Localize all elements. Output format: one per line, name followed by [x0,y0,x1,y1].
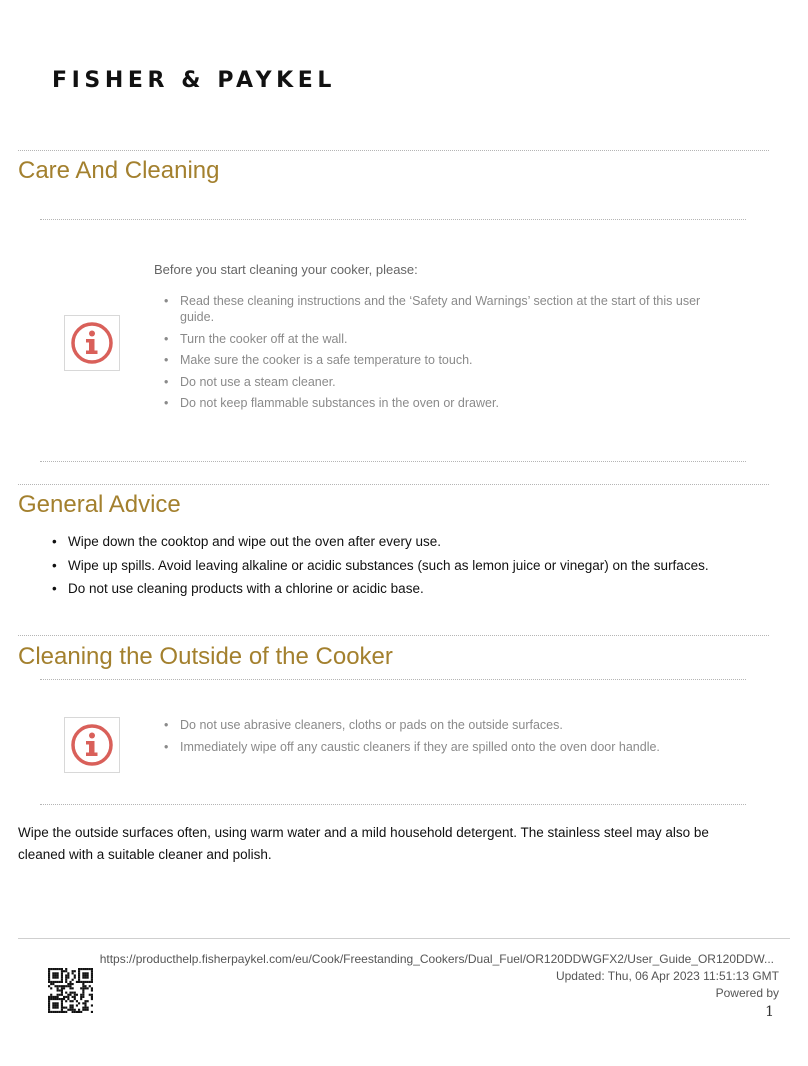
list-item: • Turn the cooker off at the wall. [164,331,724,347]
note-divider-top [40,679,746,680]
list-item: • Read these cleaning instructions and the ‘Safety and Warnings’ section at the start of this user guide. [164,293,724,325]
section-title-outside: Cleaning the Outside of the Cooker [18,643,393,670]
info-icon [64,717,120,773]
qr-code-icon [48,968,93,1013]
outside-paragraph: Wipe the outside surfaces often, using warm water and a mild household detergent. The stainless steel may also be cleaned with a suitable cleaner and polish. [18,825,709,862]
footer-updated: Updated: Thu, 06 Apr 2023 11:51:13 GMT [555,969,779,983]
list-item: • Do not use a steam cleaner. [164,374,724,390]
note-divider-top [40,219,746,220]
footer-powered-by: Powered by [715,986,779,1000]
care-note-list [164,293,724,417]
list-item: • Do not use abrasive cleaners, cloths or pads on the outside surfaces. [164,717,724,733]
note-intro: Before you start cleaning your cooker, please: [154,262,418,277]
list-item: • Wipe down the cooktop and wipe out the oven after every use. [52,533,709,550]
footer-url: https://producthelp.fisherpaykel.com/eu/Cook/Freestanding_Cookers/Dual_Fuel/OR120DDWGFX2/User_Guide_OR120DDW... [99,952,774,966]
page-number: 1 [765,1004,774,1020]
section-divider [18,484,769,485]
list-item: • Do not use cleaning products with a chlorine or acidic base. [52,580,709,597]
section-title-care: Care And Cleaning [18,157,220,184]
brand-logo: FISHER & PAYKEL [52,68,336,93]
footer-divider [18,938,790,939]
info-icon [64,315,120,371]
list-item: • Immediately wipe off any caustic cleaners if they are spilled onto the oven door handle. [164,739,724,755]
list-item: • Make sure the cooker is a safe temperature to touch. [164,352,724,368]
outside-note-list [164,717,724,760]
list-item: • Do not keep flammable substances in the oven or drawer. [164,395,724,411]
section-title-general: General Advice [18,491,181,518]
note-divider-bottom [40,461,746,462]
note-divider-bottom [40,804,746,805]
list-item: • Wipe up spills. Avoid leaving alkaline or acidic substances (such as lemon juice or vinegar) on the surfaces. [52,557,709,574]
section-divider [18,635,769,636]
section-divider [18,150,769,151]
general-advice-list [52,533,709,604]
